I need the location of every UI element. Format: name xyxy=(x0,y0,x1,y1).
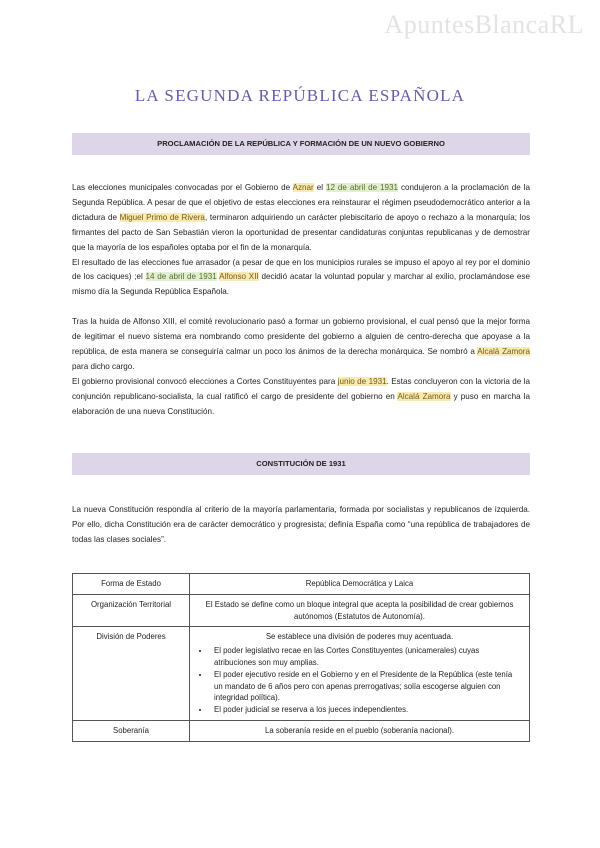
text-run: para dicho cargo. xyxy=(72,361,135,371)
highlight-date: 12 de abril de 1931 xyxy=(325,183,399,192)
list-item: • El poder ejecutivo reside en el Gobierno y en el Presidente de la República (este tenía un mandato de 6 años pero con apenas prerrogativas; solía escogerse alguien con integridad política). xyxy=(210,669,523,704)
text-run: Tras la huida de Alfonso XIII, el comité revolucionario pasó a formar un gobierno provisional, el cual pensó que la mejor forma de legitimar el nuevo sistema era nombrando como presidente del gobierno a alguien de centro-derecha que apoyase a la república, de esta manera se conseguiría calmar un poco los ánimos de la derecha monárquica. Se nombró a xyxy=(72,317,530,357)
text-run: y puso en marcha la elaboración de una nueva Constitución. xyxy=(72,391,530,416)
bullet-list xyxy=(196,645,523,716)
table-value-intro: Se establece una división de poderes muy acentuada. xyxy=(265,632,454,642)
paragraph: La nueva Constitución respondía al criterio de la mayoría parlamentaria, formada por socialistas y republicanos de izquierda. Por ello, dicha Constitución era de carácter democrático y progresista; definía España como “una república de trabajadores de todas las clases sociales”. xyxy=(72,505,530,544)
table-value: El Estado se define como un bloque integral que acepta la posibilidad de crear gobiernos autónomos (Estatutos de Autonomía). xyxy=(190,594,530,627)
section-heading-proclamacion: PROCLAMACIÓN DE LA REPÚBLICA Y FORMACIÓN DE UN NUEVO GOBIERNO xyxy=(72,133,530,155)
table-value: República Democrática y Laica xyxy=(190,574,530,595)
text-run: el xyxy=(313,183,326,192)
paragraph xyxy=(72,375,530,420)
highlight-date: 14 de abril de 1931 xyxy=(145,272,217,282)
constitution-table xyxy=(72,573,530,742)
highlight-alcala-zamora: Alcalá Zamora xyxy=(477,347,530,357)
table-row xyxy=(73,720,530,741)
section-heading-constitucion: CONSTITUCIÓN DE 1931 xyxy=(72,453,530,475)
highlight-date: junio de 1931 xyxy=(337,376,387,386)
paragraph xyxy=(72,315,530,375)
highlight-primo-de-rivera: Miguel Primo de Rivera xyxy=(119,212,205,222)
text-run: Las elecciones municipales convocadas por el Gobierno de xyxy=(72,183,293,192)
highlight-alfonso: Alfonso XII xyxy=(219,272,259,282)
section-body-constitucion xyxy=(72,503,530,548)
highlight-aznar: Aznar xyxy=(292,183,314,192)
list-item: • El poder judicial se reserva a los jueces independientes. xyxy=(210,704,523,716)
paragraph xyxy=(72,181,530,256)
page-title: LA SEGUNDA REPÚBLICA ESPAÑOLA xyxy=(134,86,466,105)
table-key: Forma de Estado xyxy=(73,574,190,595)
table-value xyxy=(190,627,530,721)
watermark: ApuntesBlancaRL xyxy=(384,10,584,39)
table-value: La soberanía reside en el pueblo (soberanía nacional). xyxy=(190,720,530,741)
section-body-proclamacion xyxy=(72,181,530,420)
table-key: Organización Territorial xyxy=(73,594,190,627)
table-key: Soberanía xyxy=(73,720,190,741)
highlight-alcala-zamora: Alcalá Zamora xyxy=(397,391,451,401)
text-run: , terminaron adquiriendo un carácter plebiscitario de apoyo o rechazo a la monarquía; los firmantes del pacto de San Sebastián vieron la oportunidad de presentar candidaturas conjuntas republicanas y de demostrar que la mayoría de los españoles optaba por el fin de la monarquía. xyxy=(72,212,531,252)
table-key: División de Poderes xyxy=(73,627,190,721)
table-row xyxy=(73,574,530,595)
text-run: condujeron a la proclamación de la Segunda República. A pesar de que el objetivo de estas elecciones era reinstaurar el régimen pseudodemocrático anterior a la dictadura de xyxy=(72,183,530,222)
text-run: . Estas concluyeron con la victoria de la conjunción republicano-socialista, la cual ratificó el cargo de presidente del gobierno en xyxy=(72,376,530,401)
text-run: El gobierno provisional convocó elecciones a Cortes Constituyentes para xyxy=(72,376,338,386)
paragraph xyxy=(72,256,530,301)
text-run: El resultado de las elecciones fue arrasador (a pesar de que en los municipios rurales se impuso el apoyo al rey por el dominio de los caciques) ;el xyxy=(72,257,530,282)
table-row xyxy=(73,627,530,721)
table-row xyxy=(73,594,530,627)
list-item: • El poder legislativo recae en las Cortes Constituyentes (unicamerales) cuyas atribuciones son muy amplias. xyxy=(210,645,523,669)
text-run: decidió acatar la voluntad popular y marchar al exilio, proclamándose ese mismo día la Segunda República Española. xyxy=(72,272,530,297)
